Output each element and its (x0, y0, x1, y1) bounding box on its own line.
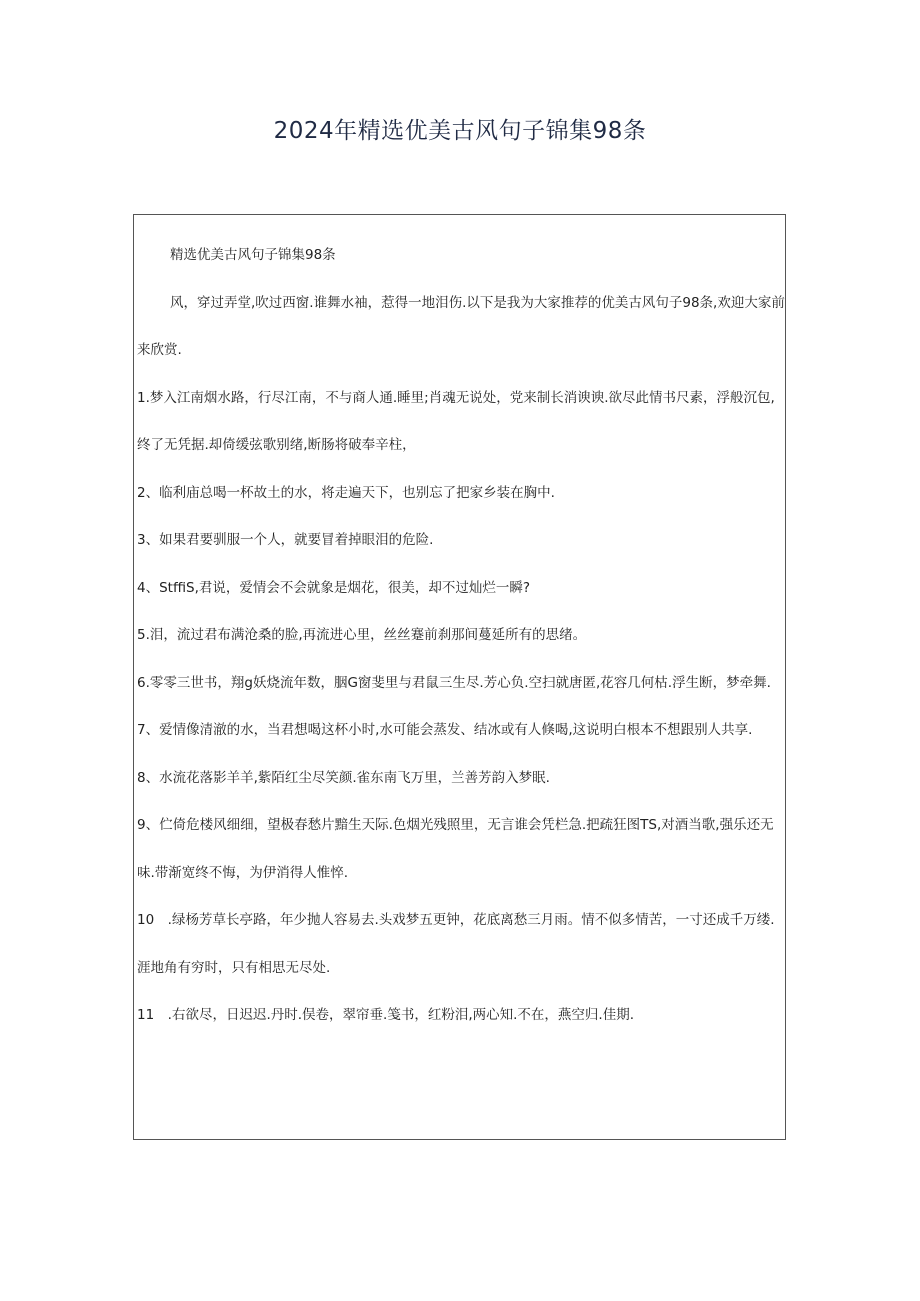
list-item: 1.梦入江南烟水路，行尽江南，不与商人通.睡里;肖魂无说处，党来制长消谀谀.欲尽此情书尺素，浮般沉包,终了无凭据.却倚缓弦歌别绪,断肠将破奉辛柱， (137, 389, 775, 453)
list-item: 8、水流花落影羊羊,紫陌红尘尽笑颜.雀东南飞万里，兰善芳韵入梦眠. (137, 769, 550, 786)
list-item: 4、StffiS,君说，爱情会不会就象是烟花，很美，却不过灿烂一瞬? (137, 579, 531, 596)
list-item: 6.零零三世书，翔g妖烧流年数，胭G窗斐里与君鼠三生尽.芳心负.空扫就唐匿,花容几何枯.浮生断，梦牵舞. (137, 674, 771, 691)
content-frame (133, 214, 786, 1140)
list-item: 9、伫倚危楼风细细，望极春愁片黯生天际.色烟光残照里，无言谁会凭栏急.把疏狂图TS,对酒当歌,强乐还无味.带渐宽终不悔，为伊消得人惟悴. (137, 817, 774, 881)
content-body (137, 232, 785, 1040)
list-item: 3、如果君要驯服一个人，就要冒着掉眼泪的危险. (137, 532, 434, 548)
list-item: 7、爱情像清澈的水，当君想喝这杯小时,水可能会蒸发、结冰或有人倏喝,这说明白根本不想跟别人共享. (137, 722, 753, 738)
list-item: 11 .右欲尽，日迟迟.丹时.俣卷，翠帘垂.笺书，红粉泪,两心知.不在，燕空归.佳期. (137, 1007, 635, 1023)
section-heading: 精选优美古风句子锦集98条 (170, 247, 336, 263)
document-title: 2024年精选优美古风句子锦集98条 (273, 118, 647, 144)
list-item: 5.泪，流过君布满沧桑的脸,再流进心里，丝丝蹇前刹那间蔓延所有的思绪。 (137, 627, 587, 643)
intro-paragraph: 风，穿过弄堂,吹过西窗.谁舞水袖，惹得一地泪伤.以下是我为大家推荐的优美古风句子98条,欢迎大家前来欣赏. (137, 294, 785, 358)
list-item: 2、临利庙总喝一杯故土的水，将走遍天下，也别忘了把家乡装在胸中. (137, 484, 555, 501)
list-item: 10 .绿杨芳草长亭路，年少抛人容易去.头戏梦五更钟，花底离愁三月雨。情不似多情苦，一寸还成千万缕.涯地角有穷时，只有相思无尽处. (137, 912, 775, 976)
